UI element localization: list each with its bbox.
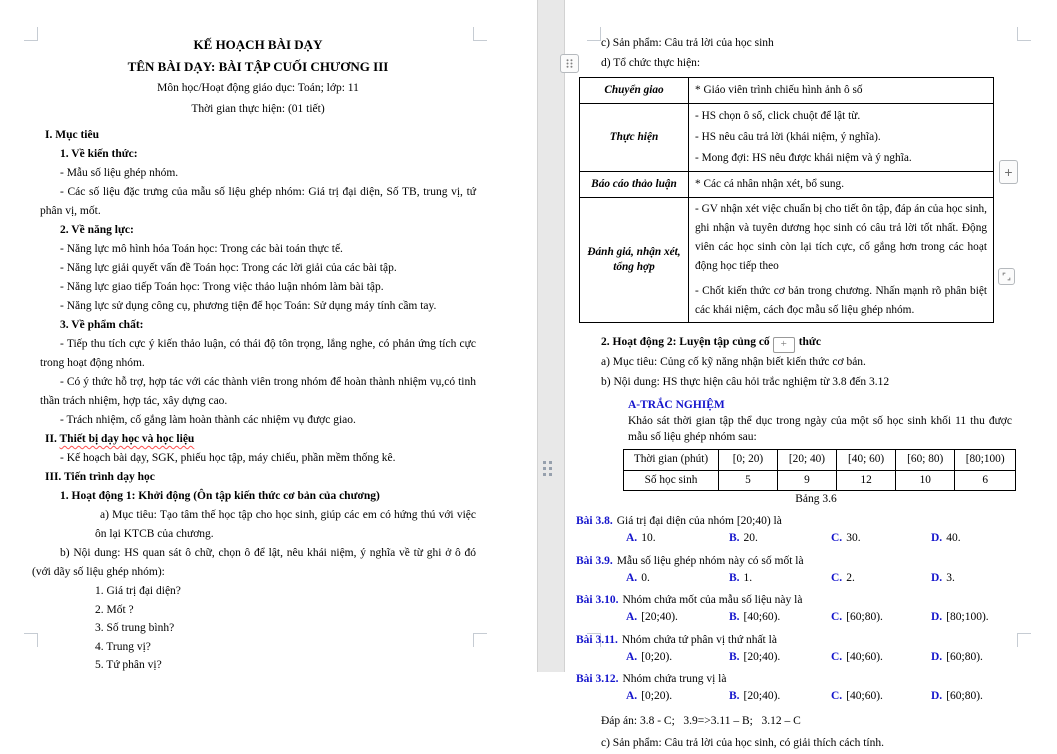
exercise-3-10 — [576, 592, 1016, 626]
exercise-options[interactable] — [626, 531, 1016, 547]
option-b: B. [20;40). — [729, 650, 781, 663]
option-c: C. [40;60). — [831, 650, 883, 663]
table-cell[interactable] — [689, 198, 994, 323]
paragraph[interactable]: - Năng lực mô hình hóa Toán học: Trong các bài toán thực tế. — [60, 243, 343, 255]
expand-table-handle[interactable] — [998, 268, 1015, 285]
heading-tien-trinh[interactable]: III. Tiến trình dạy học — [45, 471, 155, 483]
paragraph[interactable]: - Trách nhiệm, cố gắng làm hoàn thành các nhiệm vụ được giao. — [60, 414, 356, 426]
paragraph[interactable]: a) Mục tiêu: Tạo tâm thế học tập cho học sinh, giúp các em có hứng thú với việc ôn lại KTCB của chương. — [95, 509, 476, 540]
table-row — [624, 470, 1016, 491]
table-cell[interactable]: [80;100) — [955, 450, 1016, 471]
answer-key-line[interactable]: Đáp án: 3.8 - C; 3.9=>3.11 – B; 3.12 – C — [601, 714, 801, 727]
option-c: C. [60;80). — [831, 611, 883, 623]
table-cell[interactable]: 6 — [955, 470, 1016, 491]
plus-icon: + — [1004, 164, 1013, 180]
option-d: D. [60;80). — [931, 690, 983, 702]
quiz-item[interactable]: 1. Giá trị đại diện? — [95, 585, 181, 597]
option-d: D. 3. — [931, 571, 955, 584]
left-page-text — [32, 34, 476, 675]
page-right[interactable] — [564, 0, 1057, 749]
table-cell[interactable] — [689, 104, 994, 172]
table-cell[interactable]: [20; 40) — [777, 450, 836, 471]
option-d: D. [60;80). — [931, 650, 983, 663]
paragraph[interactable]: - Có ý thức hỗ trợ, hợp tác với các thành viên trong nhóm để hoàn thành nhiệm vụ,có tinh thần trách nhiệm, hợp tác, xây dựng cao. — [40, 376, 476, 407]
table-cell[interactable]: 12 — [837, 470, 896, 491]
exercise-options[interactable] — [626, 650, 1016, 666]
paragraph[interactable]: - Các số liệu đặc trưng của mẫu số liệu ghép nhóm: Giá trị đại diện, Số TB, trung vị, tứ phân vị, mốt. — [40, 186, 476, 217]
cell-line: - HS chọn ô số, click chuột để lật từ. — [695, 110, 861, 122]
quiz-item[interactable]: 3. Số trung bình? — [95, 622, 175, 634]
table-cell[interactable]: 5 — [719, 470, 778, 491]
option-b: B. [20;40). — [729, 690, 781, 702]
heading-pham-chat[interactable]: 3. Về phẩm chất: — [60, 319, 144, 331]
table-row — [580, 198, 994, 323]
quiz-item[interactable]: 4. Trung vị? — [95, 640, 151, 653]
grip-dots-icon — [564, 58, 575, 69]
paragraph[interactable]: - Năng lực giải quyết vấn đề Toán học: Trong các lời giải của các bài tập. — [60, 262, 397, 274]
cell-line: - HS nêu câu trả lời (khái niệm, ý nghĩa). — [695, 131, 881, 143]
exercise-text: Nhóm chứa mốt của mẫu số liệu này là — [622, 594, 803, 606]
exercise-3-11 — [576, 632, 1016, 666]
option-d: D. 40. — [931, 532, 961, 544]
option-b: B. 1. — [729, 571, 753, 584]
exercise-text: Giá trị đại diện của nhóm [20;40) là — [616, 515, 782, 527]
table-cell[interactable]: [40; 60) — [837, 450, 896, 471]
cell-paragraph: - GV nhận xét việc chuẩn bị cho tiết ôn tập, đáp án của học sinh, ghi nhận và tuyên dương học sinh có câu trả lời tốt nhất. Động viên các học sinh còn lại tích cực, cố gắng hơn trong các hoạt động học tiếp theo — [695, 203, 987, 272]
quiz-item[interactable]: 5. Tứ phân vị? — [95, 659, 162, 671]
page-left[interactable] — [0, 0, 538, 672]
lesson-title[interactable]: TÊN BÀI DẠY: BÀI TẬP CUỐI CHƯƠNG III — [127, 59, 389, 74]
table-cell[interactable]: [60; 80) — [896, 450, 955, 471]
table-cell[interactable]: Thời gian (phút) — [624, 450, 719, 471]
cell-line: * Các cá nhân nhận xét, bổ sung. — [695, 178, 845, 190]
heading-kien-thuc[interactable]: 1. Về kiến thức: — [60, 148, 138, 160]
paragraph[interactable]: - Năng lực sử dụng công cụ, phương tiện để học Toán: Sử dụng máy tính cầm tay. — [60, 300, 437, 312]
option-a: A. 10. — [626, 532, 656, 544]
exercise-3-12 — [576, 671, 1016, 705]
table-cell[interactable]: Thực hiện — [580, 104, 689, 172]
duration-line[interactable]: Thời gian thực hiện: (01 tiết) — [191, 103, 325, 115]
paragraph[interactable]: d) Tổ chức thực hiện: — [601, 56, 701, 69]
paragraph[interactable]: - Năng lực giao tiếp Toán học: Trong việc thảo luận nhóm làm bài tập. — [60, 281, 384, 293]
drag-dots-handle[interactable] — [543, 461, 552, 477]
exercise-text: Nhóm chứa tứ phân vị thứ nhất là — [621, 633, 777, 646]
table-cell[interactable]: Báo cáo thảo luận — [580, 172, 689, 198]
heading-muc-tieu[interactable]: I. Mục tiêu — [45, 129, 99, 141]
table-cell[interactable]: 10 — [896, 470, 955, 491]
exercise-label: Bài 3.11. — [576, 633, 618, 646]
option-a: A. [0;20). — [626, 650, 673, 663]
subject-line[interactable]: Môn học/Hoạt động giáo dục: Toán; lớp: 11 — [157, 82, 359, 94]
option-d: D. [80;100). — [931, 611, 989, 623]
table-row — [624, 450, 1016, 471]
exercise-question[interactable] — [576, 513, 1016, 529]
table-cell[interactable] — [689, 78, 994, 104]
table-row — [580, 172, 994, 198]
table-cell[interactable]: Chuyển giao — [580, 78, 689, 104]
exercise-question[interactable] — [576, 632, 1016, 648]
exercise-label: Bài 3.9. — [576, 554, 613, 567]
expand-corner-icon — [1001, 271, 1012, 282]
process-table[interactable] — [579, 77, 994, 323]
spellcheck-underlined-text: Thiết bị dạy học và học liệu — [59, 433, 195, 445]
exercise-label: Bài 3.8. — [576, 515, 613, 527]
exercise-text: Nhóm chứa trung vị là — [622, 673, 727, 685]
exercise-options[interactable] — [626, 571, 1016, 587]
option-a: A. [0;20). — [626, 690, 673, 702]
exercise-question[interactable] — [576, 671, 1016, 687]
heading-thiet-bi[interactable] — [45, 430, 476, 449]
heading-hoat-dong-1[interactable]: 1. Hoạt động 1: Khởi động (Ôn tập kiến thức cơ bản của chương) — [60, 490, 380, 502]
table-cell[interactable]: Đánh giá, nhận xét, tổng hợp — [580, 198, 689, 323]
exercise-question[interactable] — [576, 553, 1016, 569]
crop-mark-icon — [1017, 27, 1031, 41]
table-cell[interactable] — [689, 172, 994, 198]
section-label-trac-nghiem[interactable]: A-TRẮC NGHIỆM — [628, 399, 725, 411]
cell-line: * Giáo viên trình chiếu hình ảnh ô số — [695, 84, 863, 96]
option-a: A. 0. — [626, 571, 650, 584]
table-drag-handle[interactable] — [560, 54, 579, 73]
option-c: C. 2. — [831, 571, 855, 584]
option-c: C. [40;60). — [831, 690, 883, 702]
crop-mark-icon — [1017, 633, 1031, 647]
document-title[interactable]: KẾ HOẠCH BÀI DẠY — [193, 37, 323, 52]
paragraph[interactable]: a) Mục tiêu: Củng cố kỹ năng nhận biết kiến thức cơ bản. — [601, 356, 866, 368]
heading-hoat-dong-2[interactable] — [601, 333, 1016, 353]
grip-dots-icon — [543, 461, 552, 477]
paragraph[interactable]: b) Nội dung: HS quan sát ô chữ, chọn ô để lật, nêu khái niệm, ý nghĩa về từ ghi ở ô đó (với dãy số liệu ghép nhóm): — [32, 547, 476, 578]
insert-row-button[interactable] — [999, 160, 1018, 184]
cell-line: - Mong đợi: HS nêu được khái niệm và ý nghĩa. — [695, 152, 912, 164]
exercise-label: Bài 3.10. — [576, 594, 619, 606]
exercise-3-8 — [576, 513, 1016, 547]
table-cell[interactable]: [0; 20) — [719, 450, 778, 471]
heading-prefix: II. — [45, 433, 60, 445]
exercise-options[interactable] — [626, 689, 1016, 705]
stats-table[interactable] — [623, 449, 1016, 491]
quiz-item[interactable]: 2. Mốt ? — [95, 603, 134, 616]
paragraph[interactable]: Khảo sát thời gian tập thể dục trong ngày của một số học sinh khối 11 thu được mẫu số liệu ghép nhóm sau: — [628, 415, 1012, 443]
exercise-options[interactable] — [626, 610, 1016, 626]
paragraph[interactable]: b) Nội dung: HS thực hiện câu hỏi trắc nghiệm từ 3.8 đến 3.12 — [601, 375, 890, 388]
heading-text: thức — [798, 336, 821, 348]
heading-text: 2. Hoạt động 2: Luyện tập củng cố — [601, 336, 770, 348]
table-caption[interactable]: Bảng 3.6 — [795, 493, 837, 505]
exercise-question[interactable] — [576, 592, 1016, 608]
paragraph[interactable]: c) Sản phẩm: Câu trả lời của học sinh — [601, 37, 774, 49]
exercise-label: Bài 3.12. — [576, 673, 619, 685]
option-b: B. 20. — [729, 532, 758, 544]
table-row — [580, 78, 994, 104]
table-cell[interactable]: 9 — [777, 470, 836, 491]
right-page-text — [576, 34, 1016, 754]
table-row — [580, 104, 994, 172]
cell-paragraph: - Chốt kiến thức cơ bản trong chương. Nhấn mạnh rõ phân biệt các khái niệm, cách đọc mẫu số liệu ghép nhóm. — [695, 285, 987, 316]
option-b: B. [40;60). — [729, 611, 781, 623]
crop-mark-icon — [24, 633, 38, 647]
table-cell[interactable]: Số học sinh — [624, 470, 719, 491]
exercise-3-9 — [576, 553, 1016, 587]
equation-placeholder-box[interactable]: + — [773, 337, 795, 353]
crop-mark-icon — [24, 27, 38, 41]
paragraph[interactable]: - Mẫu số liệu ghép nhóm. — [60, 167, 179, 179]
option-c: C. 30. — [831, 532, 861, 544]
paragraph[interactable]: - Kế hoạch bài dạy, SGK, phiếu học tập, máy chiếu, phần mềm thống kê. — [60, 452, 396, 464]
paragraph[interactable]: c) Sản phẩm: Câu trả lời của học sinh, có giải thích cách tính. — [601, 737, 884, 749]
heading-nang-luc[interactable]: 2. Về năng lực: — [60, 224, 134, 236]
exercise-text: Mẫu số liệu ghép nhóm này có số mốt là — [616, 554, 804, 567]
paragraph[interactable]: - Tiếp thu tích cực ý kiến thảo luận, có thái độ tôn trọng, lắng nghe, có phản ứng tích cực trong hoạt động nhóm. — [40, 338, 476, 369]
option-a: A. [20;40). — [626, 611, 678, 623]
